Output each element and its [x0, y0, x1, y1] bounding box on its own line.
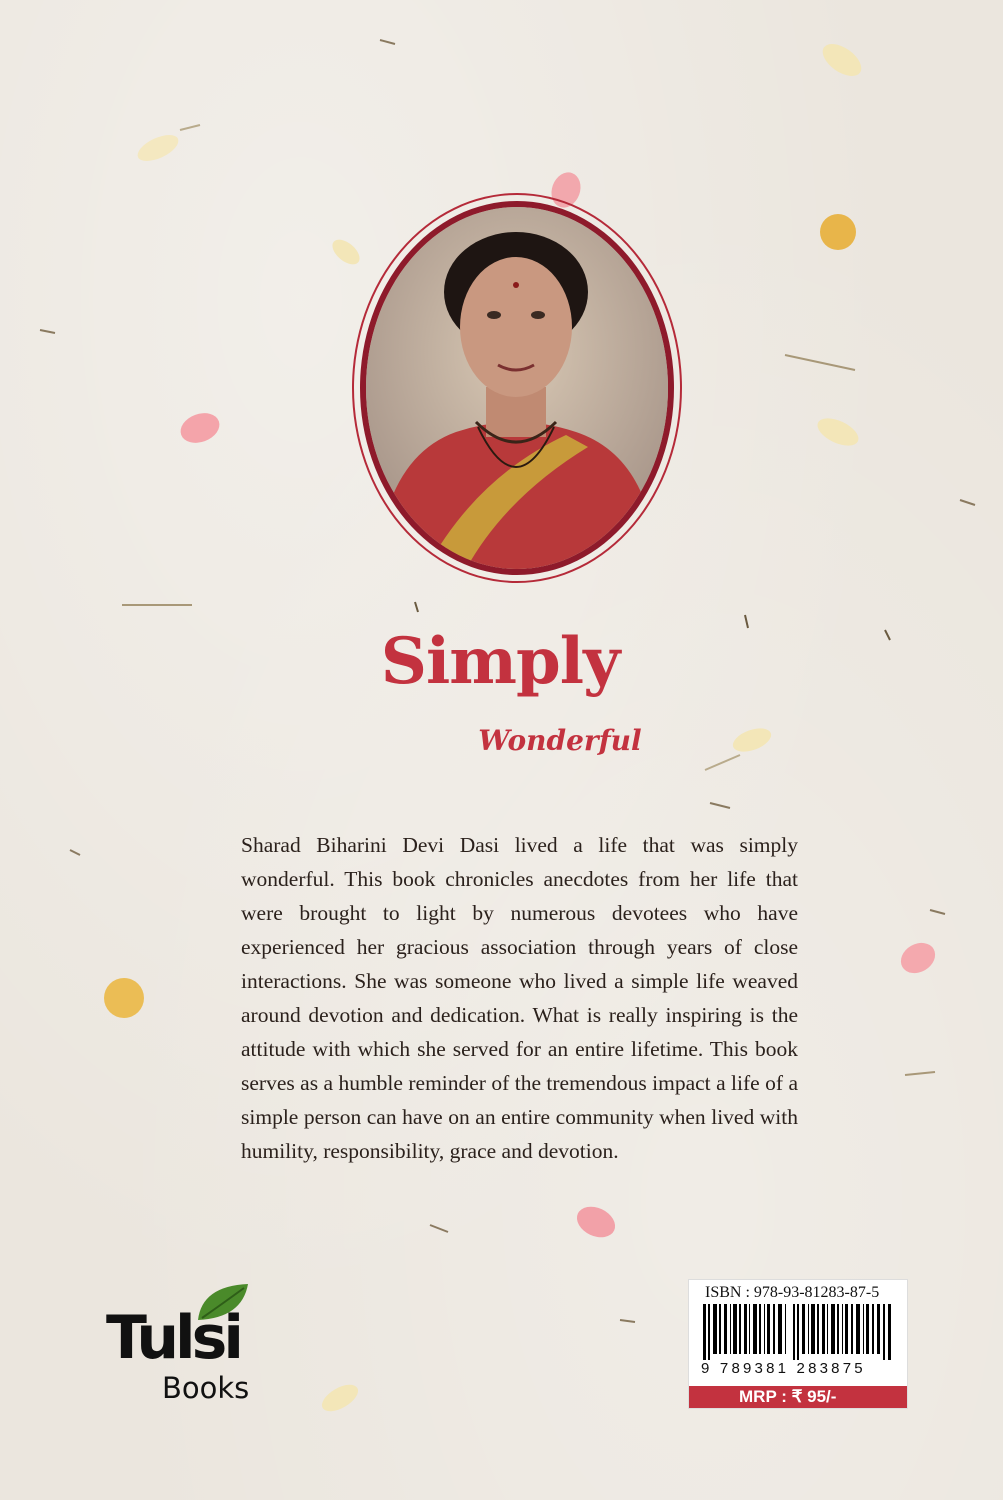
back-cover-blurb: Sharad Biharini Devi Dasi lived a life that was simply wonderful. This book chronicles anecdotes from her life that were brought to light by numerous devotees who have experienced her gracious association through years of close interactions. She was someone who lived a simple life weaved around devotion and dedication. What is really inspiring is the attitude with which she served for an entire lifetime. This book serves as a humble reminder of the tremendous impact a life of a simple person can have on an entire community when lived with humility, responsibility, grace and devotion. — [241, 833, 798, 1163]
barcode-digits: 9 789381 283875 — [701, 1360, 866, 1377]
isbn-label: ISBN : 978-93-81283-87-5 — [705, 1284, 880, 1301]
barcode — [703, 1304, 895, 1360]
publisher-logo — [106, 1280, 271, 1410]
price-label: MRP : ₹ 95/- — [689, 1386, 907, 1408]
author-portrait — [360, 201, 674, 575]
book-subtitle: Wonderful — [478, 724, 642, 757]
publisher-brand: Tulsi — [106, 1303, 240, 1373]
isbn-barcode-box — [688, 1279, 908, 1409]
book-title: Simply — [380, 624, 620, 699]
publisher-sub: Books — [162, 1371, 250, 1405]
